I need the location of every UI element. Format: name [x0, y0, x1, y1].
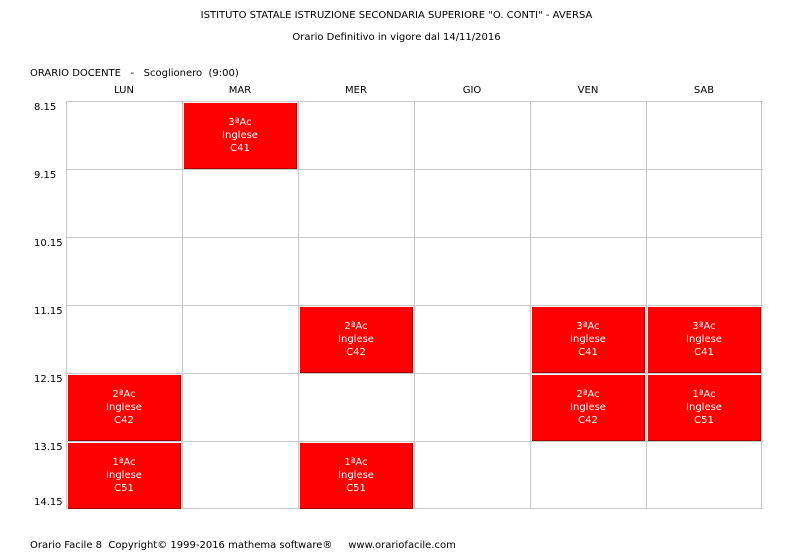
school-title: ISTITUTO STATALE ISTRUZIONE SECONDARIA SUPERIORE "O. CONTI" - AVERSA [200, 10, 593, 21]
time-label: 9.15 [34, 170, 57, 181]
lesson-room: C51 [346, 483, 366, 494]
grid-col-line [646, 101, 647, 509]
lesson-subject: Inglese [570, 334, 606, 345]
lesson-block[interactable] [648, 307, 761, 373]
lesson-block[interactable] [532, 375, 645, 441]
lesson-subject: Inglese [338, 470, 374, 481]
lesson-subject: Inglese [570, 402, 606, 413]
lesson-room: C51 [114, 483, 134, 494]
lesson-subject: Inglese [338, 334, 374, 345]
day-header-ven: VEN [577, 85, 599, 96]
day-header-sab: SAB [693, 85, 715, 96]
lesson-class: 2ªAc [344, 321, 368, 332]
lesson-class: 1ªAc [112, 457, 136, 468]
lesson-block[interactable] [648, 375, 761, 441]
time-label: 11.15 [34, 306, 63, 317]
grid-col-line [298, 101, 299, 509]
lesson-block[interactable] [300, 443, 413, 509]
grid-col-line [182, 101, 183, 509]
time-label: 8.15 [34, 102, 57, 113]
lesson-room: C41 [230, 143, 250, 154]
time-label: 14.15 [34, 497, 63, 508]
lesson-subject: Inglese [686, 334, 722, 345]
lesson-block[interactable] [184, 103, 297, 169]
lesson-class: 3ªAc [228, 117, 252, 128]
lesson-room: C41 [578, 347, 598, 358]
lesson-class: 2ªAc [112, 389, 136, 400]
lesson-room: C42 [578, 415, 598, 426]
timetable-grid [66, 101, 763, 509]
lesson-block[interactable] [68, 443, 181, 509]
day-header-mer: MER [345, 85, 367, 96]
lesson-room: C42 [114, 415, 134, 426]
lesson-block[interactable] [532, 307, 645, 373]
lesson-room: C41 [694, 347, 714, 358]
lesson-subject: Inglese [106, 402, 142, 413]
day-header-gio: GIO [462, 85, 482, 96]
lesson-room: C42 [346, 347, 366, 358]
time-label: 13.15 [34, 442, 63, 453]
day-header-mar: MAR [228, 85, 252, 96]
day-header-lun: LUN [114, 85, 134, 96]
lesson-class: 1ªAc [692, 389, 716, 400]
grid-col-line [66, 101, 67, 509]
teacher-label: ORARIO DOCENTE - Scoglionero (9:00) [30, 68, 239, 79]
schedule-subtitle: Orario Definitivo in vigore dal 14/11/2016 [292, 32, 501, 43]
lesson-block[interactable] [68, 375, 181, 441]
lesson-class: 1ªAc [344, 457, 368, 468]
grid-col-line [530, 101, 531, 509]
lesson-class: 3ªAc [576, 321, 600, 332]
lesson-subject: Inglese [686, 402, 722, 413]
grid-col-line [761, 101, 762, 509]
lesson-subject: Inglese [106, 470, 142, 481]
time-label: 12.15 [34, 374, 63, 385]
lesson-class: 3ªAc [692, 321, 716, 332]
time-label: 10.15 [34, 238, 63, 249]
lesson-block[interactable] [300, 307, 413, 373]
lesson-room: C51 [694, 415, 714, 426]
footer-copyright: Orario Facile 8 Copyright© 1999-2016 mathema software® www.orariofacile.com [30, 540, 456, 551]
lesson-subject: Inglese [222, 130, 258, 141]
lesson-class: 2ªAc [576, 389, 600, 400]
grid-col-line [414, 101, 415, 509]
